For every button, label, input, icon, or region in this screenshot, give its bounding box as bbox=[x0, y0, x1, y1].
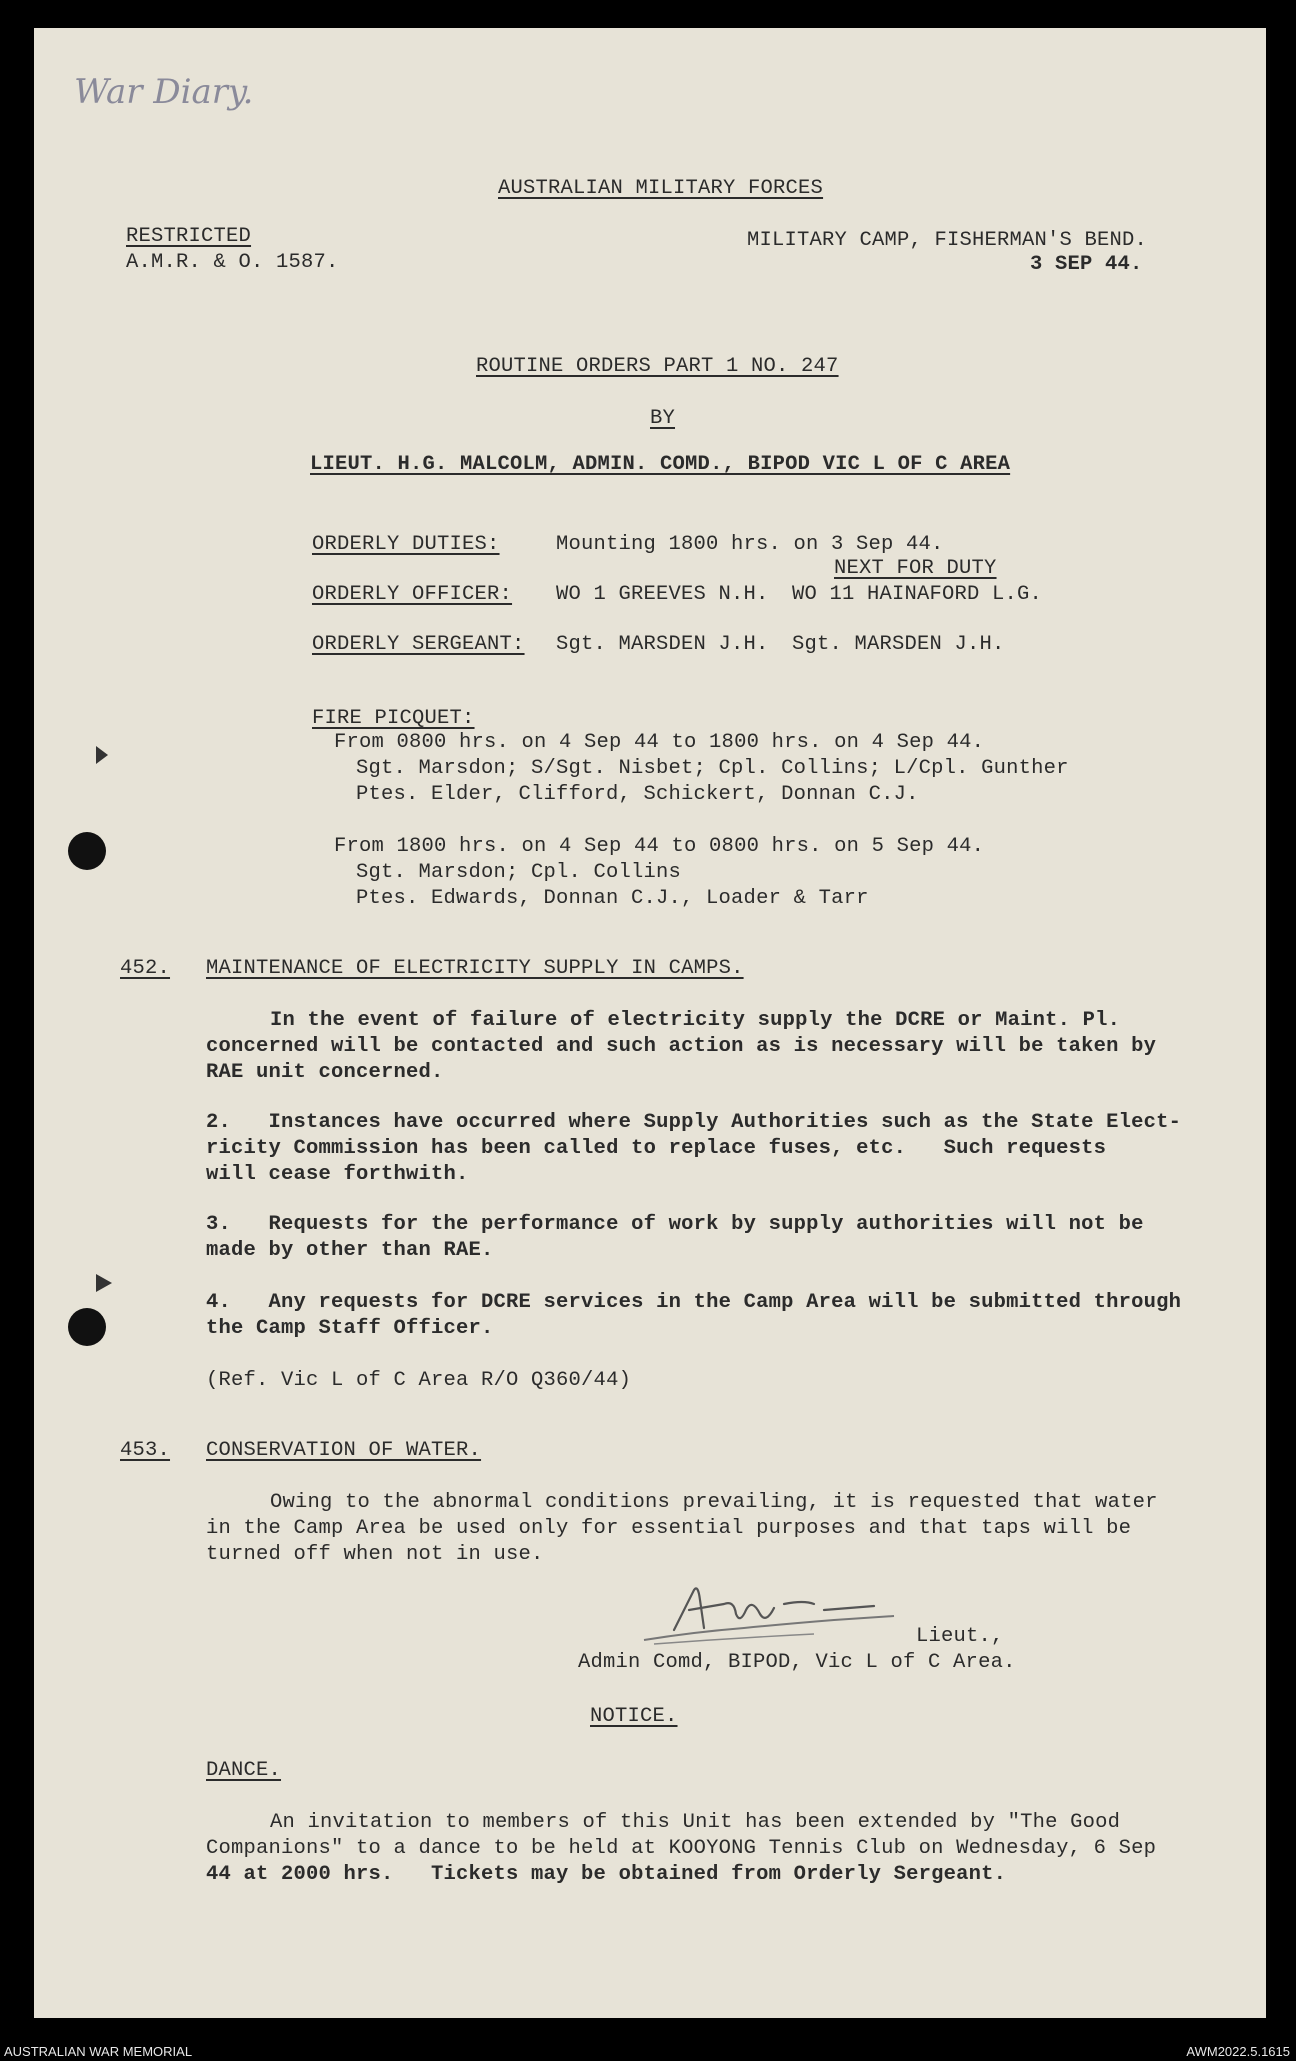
orderly-officer-current: WO 1 GREEVES N.H. bbox=[556, 583, 769, 606]
handwritten-note: War Diary. bbox=[74, 72, 254, 112]
order-452-number: 452. bbox=[120, 957, 171, 980]
order-452-p2-line1: 2. Instances have occurred where Supply Authorities such as the State Elect- bbox=[206, 1111, 1182, 1134]
issuing-officer: LIEUT. H.G. MALCOLM, ADMIN. COMD., BIPOD VIC L OF C AREA bbox=[310, 453, 1011, 476]
notice-line1: An invitation to members of this Unit has been extended by "The Good bbox=[270, 1811, 1121, 1834]
fire-picquet-shift1-line2: Ptes. Elder, Clifford, Schickert, Donnan C.J. bbox=[356, 783, 919, 806]
order-452-p4-line2: the Camp Staff Officer. bbox=[206, 1317, 494, 1340]
classification: RESTRICTED bbox=[126, 225, 252, 248]
punch-hole-bottom bbox=[68, 1308, 106, 1346]
footer-archive-id: AWM2022.5.1615 bbox=[1186, 2044, 1290, 2059]
fire-picquet-shift2-time: From 1800 hrs. on 4 Sep 44 to 0800 hrs. on 5 Sep 44. bbox=[334, 835, 985, 858]
order-453-number: 453. bbox=[120, 1439, 171, 1462]
signatory-rank: Lieut., bbox=[916, 1625, 1004, 1648]
orderly-sergeant-current: Sgt. MARSDEN J.H. bbox=[556, 633, 769, 656]
order-453-line3: turned off when not in use. bbox=[206, 1543, 544, 1566]
fire-picquet-shift1-time: From 0800 hrs. on 4 Sep 44 to 1800 hrs. on 4 Sep 44. bbox=[334, 731, 985, 754]
notice-subheading: DANCE. bbox=[206, 1759, 282, 1782]
footer-archive-name: AUSTRALIAN WAR MEMORIAL bbox=[4, 2044, 193, 2059]
document-page bbox=[34, 28, 1266, 2018]
fire-picquet-shift2-line2: Ptes. Edwards, Donnan C.J., Loader & Tarr bbox=[356, 887, 869, 910]
handwritten-signature bbox=[634, 1580, 934, 1650]
notice-heading: NOTICE. bbox=[590, 1705, 678, 1728]
routine-orders-title: ROUTINE ORDERS PART 1 NO. 247 bbox=[476, 355, 839, 378]
organisation-heading: AUSTRALIAN MILITARY FORCES bbox=[498, 177, 824, 200]
orderly-officer-next: WO 11 HAINAFORD L.G. bbox=[792, 583, 1043, 606]
order-452-p2-line3: will cease forthwith. bbox=[206, 1163, 469, 1186]
fire-picquet-label: FIRE PICQUET: bbox=[312, 707, 475, 730]
next-for-duty-heading: NEXT FOR DUTY bbox=[834, 557, 997, 580]
orderly-sergeant-next: Sgt. MARSDEN J.H. bbox=[792, 633, 1005, 656]
punch-hole-top bbox=[68, 832, 106, 870]
notice-line3: 44 at 2000 hrs. Tickets may be obtained from Orderly Sergeant. bbox=[206, 1863, 1007, 1886]
order-452-p3-line2: made by other than RAE. bbox=[206, 1239, 494, 1262]
title-by: BY bbox=[650, 407, 676, 430]
order-452-reference: (Ref. Vic L of C Area R/O Q360/44) bbox=[206, 1369, 632, 1392]
order-452-p2-line2: ricity Commission has been called to replace fuses, etc. Such requests bbox=[206, 1137, 1107, 1160]
margin-mark bbox=[96, 1274, 112, 1292]
margin-mark-small bbox=[96, 746, 108, 764]
notice-line2: Companions" to a dance to be held at KOOYONG Tennis Club on Wednesday, 6 Sep bbox=[206, 1837, 1157, 1860]
location: MILITARY CAMP, FISHERMAN'S BEND. bbox=[747, 229, 1148, 252]
order-452-p3-line1: 3. Requests for the performance of work by supply authorities will not be bbox=[206, 1213, 1144, 1236]
reference: A.M.R. & O. 1587. bbox=[126, 251, 339, 274]
signatory-appointment: Admin Comd, BIPOD, Vic L of C Area. bbox=[578, 1651, 1016, 1674]
order-452-p1-line2: concerned will be contacted and such action as is necessary will be taken by bbox=[206, 1035, 1157, 1058]
date: 3 SEP 44. bbox=[1030, 253, 1143, 276]
fire-picquet-shift1-line1: Sgt. Marsdon; S/Sgt. Nisbet; Cpl. Collins; L/Cpl. Gunther bbox=[356, 757, 1069, 780]
orderly-duties-value: Mounting 1800 hrs. on 3 Sep 44. bbox=[556, 533, 944, 556]
order-452-p1-line3: RAE unit concerned. bbox=[206, 1061, 444, 1084]
order-453-line2: in the Camp Area be used only for essential purposes and that taps will be bbox=[206, 1517, 1132, 1540]
order-452-p1-line1: In the event of failure of electricity supply the DCRE or Maint. Pl. bbox=[270, 1009, 1121, 1032]
orderly-duties-label: ORDERLY DUTIES: bbox=[312, 533, 500, 556]
order-453-heading: CONSERVATION OF WATER. bbox=[206, 1439, 482, 1462]
order-453-line1: Owing to the abnormal conditions prevailing, it is requested that water bbox=[270, 1491, 1158, 1514]
orderly-officer-label: ORDERLY OFFICER: bbox=[312, 583, 513, 606]
order-452-p4-line1: 4. Any requests for DCRE services in the Camp Area will be submitted through bbox=[206, 1291, 1182, 1314]
orderly-sergeant-label: ORDERLY SERGEANT: bbox=[312, 633, 525, 656]
order-452-heading: MAINTENANCE OF ELECTRICITY SUPPLY IN CAMPS. bbox=[206, 957, 744, 980]
fire-picquet-shift2-line1: Sgt. Marsdon; Cpl. Collins bbox=[356, 861, 682, 884]
